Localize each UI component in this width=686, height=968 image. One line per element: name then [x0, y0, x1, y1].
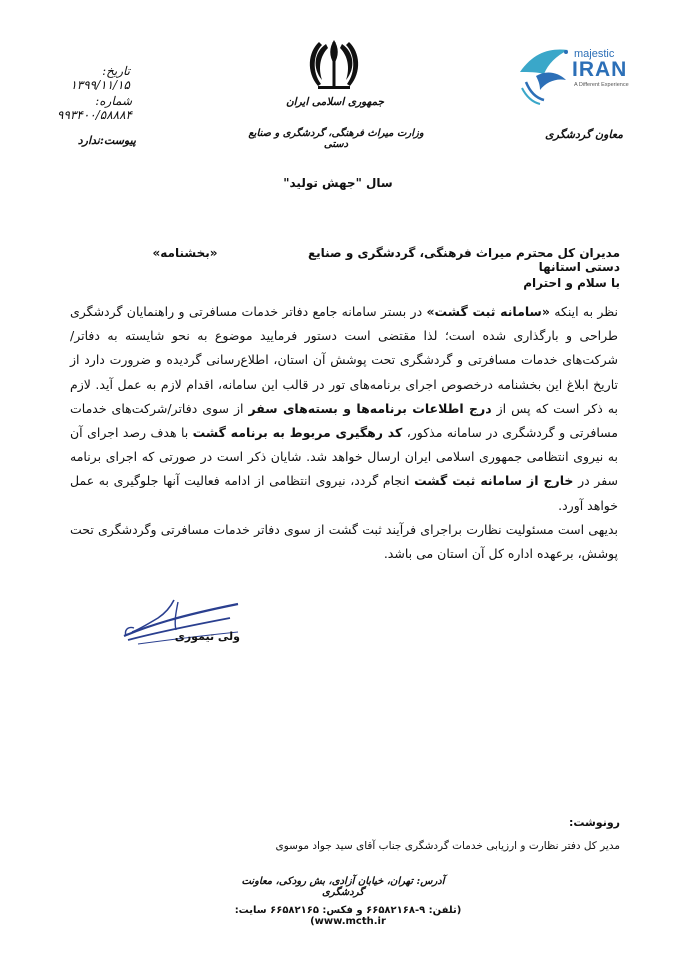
- body-paragraph-2: بدیهی است مسئولیت نظارت براجرای فرآیند ثبت گشت از سوی دفاتر خدمات مسافرتی وگردشگری تحت پوشش، برعهده اداره کل آن استان می باشد.: [70, 521, 618, 562]
- date-label: تاریخ:: [102, 64, 130, 78]
- date-value: ۱۳۹۹/۱۱/۱۵: [70, 78, 130, 92]
- footer-contact: (تلفن: ۹-۶۶۵۸۲۱۶۸ و فکس: ۶۶۵۸۲۱۶۵ سایت: www.mcth.ir): [234, 905, 462, 927]
- signatory-name: ولی تیموری: [174, 630, 240, 643]
- emphasis-2: کد رهگیری مربوط به برنامه گشت: [192, 425, 403, 441]
- logo-name: IRAN: [572, 58, 628, 81]
- attachment-note: پیوست:ندارد: [77, 134, 136, 147]
- number-label: شماره:: [95, 94, 132, 108]
- body-paragraph-1: نظر به اینکه «سامانه ثبت گشت» در بستر سامانه جامع دفاتر خدمات مسافرتی و راهنمایان گردشگری طراحی و بارگذاری شده است؛ لذا مقتضی است دستور فرمایید موضوع به نحو شایسته به دفاتر/شرکت‌های خدمات مسافرتی و گردشگری تحت پوشش آن استان، اطلاع‌رسانی گردیده و ضرورت دارد از تاریخ ابلاغ این بخشنامه درخصوص اجرای برنامه‌های تور در قالب این سامانه، اقدام لازم به عمل آید. لازم به ذکر است که پس از درج اطلاعات برنامه‌ها و بسته‌های سفر از سوی دفاتر/شرکت‌های خدمات مسافرتی و گردشگری در سامانه مذکور، کد رهگیری مربوط به برنامه گشت با هدف رصد اجرای آن به نیروی انتظامی جمهوری اسلامی ایران ارسال خواهد شد. شایان ذکر است در صورتی که اجرای برنامه سفر در خارج از سامانه ثبت گشت انجام گردد، نیروی انتظامی از ادامه فعالیت آنها جلوگیری به عمل خواهد آورد.: [70, 304, 619, 513]
- emphasis-1: درج اطلاعات برنامه‌ها و بسته‌های سفر: [248, 400, 492, 416]
- bird-icon: [516, 42, 576, 106]
- system-name: «سامانه ثبت گشت»: [426, 304, 550, 319]
- ministry-name: وزارت میراث فرهنگی، گردشگری و صنایع دستی: [248, 128, 424, 150]
- emphasis-3: خارج از سامانه ثبت گشت: [414, 473, 574, 489]
- deputy-title: معاون گردشگری: [545, 128, 623, 141]
- footer-address: آدرس: تهران، خیابان آزادی، بش رودکی، معاونت گردشگری: [241, 876, 445, 898]
- year-motto: سال "جهش تولید": [283, 176, 393, 190]
- letter-body: [70, 300, 618, 566]
- recipient-line: مدیران کل محترم میراث فرهنگی، گردشگری و صنایع دستی استانها: [307, 246, 620, 274]
- logo-brand: majestic: [574, 48, 615, 60]
- emblem-icon: [304, 34, 364, 94]
- number-value: ۹۹۳۴۰۰/۵۸۸۸۴: [57, 108, 132, 122]
- letter-number: [20, 94, 132, 122]
- cc-label: رونوشت:: [568, 816, 620, 829]
- logo-tagline: A Different Experience: [574, 82, 629, 88]
- cc-line: مدیر کل دفتر نظارت و ارزیابی خدمات گردشگری جناب آقای سید جواد موسوی: [275, 840, 620, 852]
- greeting: با سلام و احترام: [523, 276, 620, 290]
- national-emblem: [304, 34, 364, 94]
- letter-date: [40, 64, 130, 92]
- majestic-iran-logo: [516, 42, 636, 106]
- circular-label: «بخشنامه»: [152, 246, 218, 260]
- emblem-caption: جمهوری اسلامی ایران: [285, 96, 385, 108]
